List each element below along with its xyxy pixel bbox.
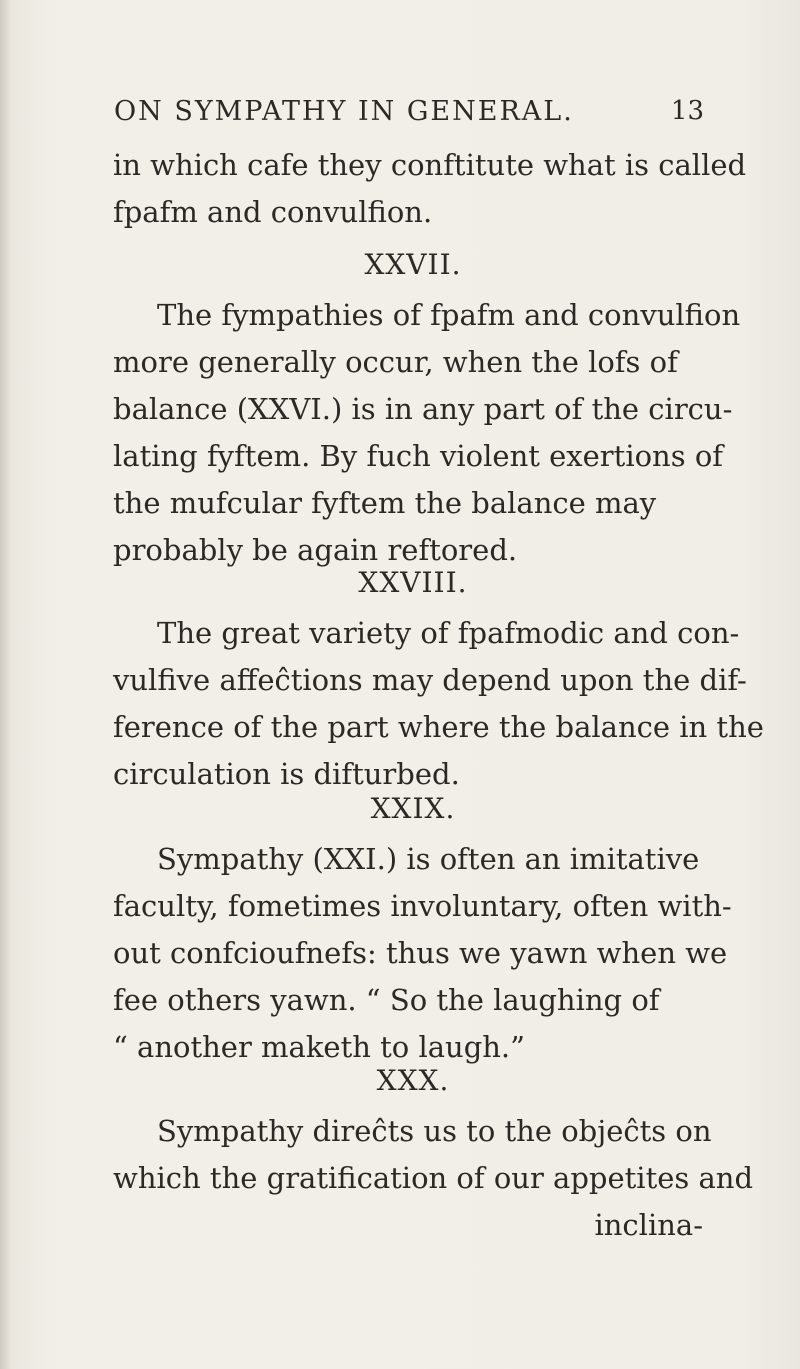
section-paragraph bbox=[113, 1108, 754, 1249]
page-binding-edge bbox=[0, 0, 10, 1369]
text-line: lating fyftem. By fuch violent exertions of bbox=[113, 439, 724, 473]
text-line: probably be again reftored. bbox=[113, 533, 518, 567]
text-line: Sympathy direĉts us to the objeĉts on bbox=[157, 1114, 712, 1148]
text-line: balance (XXVI.) is in any part of the circu- bbox=[113, 392, 733, 426]
text-line: in which cafe they conftitute what is called bbox=[113, 148, 747, 182]
text-line: which the gratification of our appetites and bbox=[113, 1161, 754, 1195]
opening-paragraph bbox=[113, 142, 747, 236]
section-numeral: XXVII. bbox=[364, 248, 462, 281]
page-number: 13 bbox=[670, 96, 704, 126]
text-line: fee others yawn. “ So the laughing of bbox=[113, 983, 660, 1017]
catchword-line: inclina- bbox=[594, 1208, 703, 1242]
text-line: Sympathy (XXI.) is often an imitative bbox=[157, 842, 700, 876]
text-line: The fympathies of fpafm and convulfion bbox=[157, 298, 741, 332]
text-line: The great variety of fpafmodic and con- bbox=[157, 616, 740, 650]
text-line: ference of the part where the balance in the bbox=[113, 710, 764, 744]
text-line: more generally occur, when the lofs of bbox=[113, 345, 678, 379]
section-paragraph bbox=[113, 292, 741, 574]
running-title: ON SYMPATHY IN GENERAL. bbox=[114, 96, 574, 127]
text-line: circulation is difturbed. bbox=[113, 757, 460, 791]
section-numeral: XXIX. bbox=[370, 792, 456, 825]
running-header bbox=[114, 96, 704, 136]
text-line: “ another maketh to laugh.” bbox=[113, 1030, 525, 1064]
text-line: faculty, fometimes involuntary, often with- bbox=[113, 889, 732, 923]
section-paragraph bbox=[113, 610, 764, 798]
text-line: out confcioufnefs: thus we yawn when we bbox=[113, 936, 728, 970]
section-numeral: XXVIII. bbox=[358, 566, 468, 599]
text-line: fpafm and convulfion. bbox=[113, 195, 433, 229]
text-line: the mufcular fyftem the balance may bbox=[113, 486, 657, 520]
section-numeral: XXX. bbox=[376, 1064, 450, 1097]
text-line: vulfive affeĉtions may depend upon the dif- bbox=[113, 663, 747, 697]
section-paragraph bbox=[113, 836, 732, 1071]
